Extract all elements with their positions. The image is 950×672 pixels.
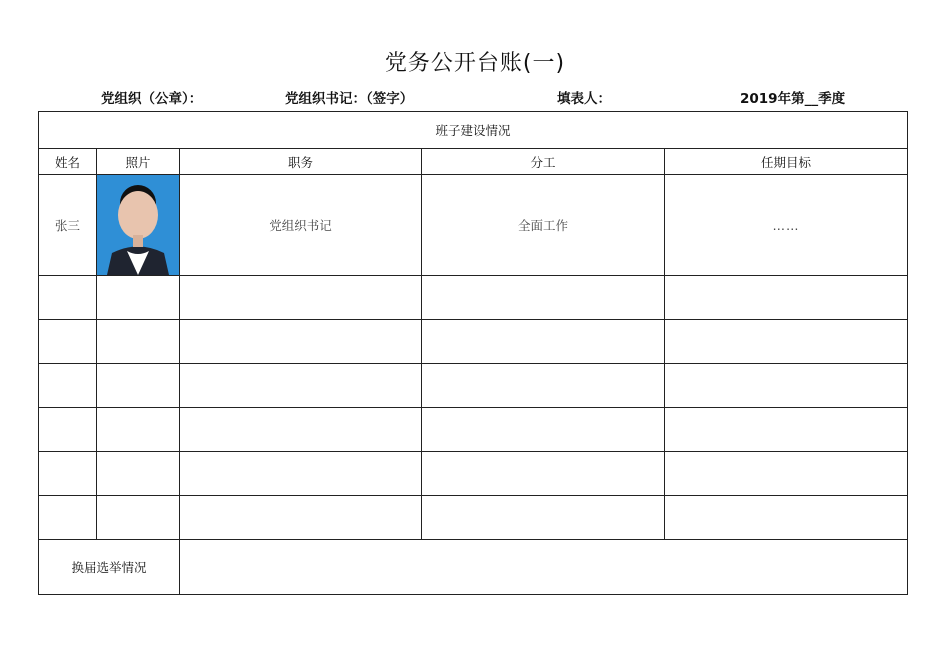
empty-cell [180,364,422,408]
empty-cell [665,320,908,364]
header-photo: 照片 [97,149,180,175]
election-label: 换届选举情况 [39,540,180,595]
empty-cell [665,276,908,320]
header-name: 姓名 [39,149,97,175]
portrait-icon [97,175,179,275]
empty-cell [665,408,908,452]
empty-cell [39,496,97,540]
header-row [39,149,908,175]
table-row [39,496,908,540]
table-row [39,452,908,496]
member-position: 党组织书记 [180,175,422,276]
section-title-row [39,112,908,149]
empty-cell [97,276,180,320]
empty-cell [97,496,180,540]
member-duty: 全面工作 [422,175,665,276]
empty-cell [97,452,180,496]
empty-cell [180,452,422,496]
member-photo-cell [97,175,180,276]
empty-cell [180,408,422,452]
form-filler-label: 填表人： [557,91,611,107]
empty-cell [97,320,180,364]
empty-cell [97,364,180,408]
empty-cell [39,276,97,320]
empty-cell [665,364,908,408]
empty-cell [180,320,422,364]
header-term-goal: 任期目标 [665,149,908,175]
empty-cell [665,452,908,496]
empty-cell [180,496,422,540]
election-details-cell [180,540,908,595]
empty-cell [422,452,665,496]
table-row [39,364,908,408]
empty-cell [180,276,422,320]
election-row [39,540,908,595]
empty-cell [665,496,908,540]
empty-cell [39,320,97,364]
secretary-signature-label: 党组织书记：（签字） [285,91,414,107]
portrait-photo [97,175,179,275]
empty-cell [422,408,665,452]
table-row [39,175,908,276]
team-building-ledger-table [38,111,908,595]
section-title: 班子建设情况 [39,112,908,149]
empty-cell [39,452,97,496]
header-position: 职务 [180,149,422,175]
table-row [39,408,908,452]
empty-cell [39,408,97,452]
empty-cell [422,496,665,540]
party-org-seal-label: 党组织（公章）： [101,91,203,107]
period-label: 2019年第__季度 [740,91,846,107]
header-duty: 分工 [422,149,665,175]
empty-cell [39,364,97,408]
empty-cell [422,276,665,320]
table-row [39,276,908,320]
document-title: 党务公开台账(一) [384,51,566,76]
member-name: 张三 [39,175,97,276]
empty-cell [422,320,665,364]
member-term-goal: …… [665,175,908,276]
empty-cell [97,408,180,452]
table-row [39,320,908,364]
empty-cell [422,364,665,408]
